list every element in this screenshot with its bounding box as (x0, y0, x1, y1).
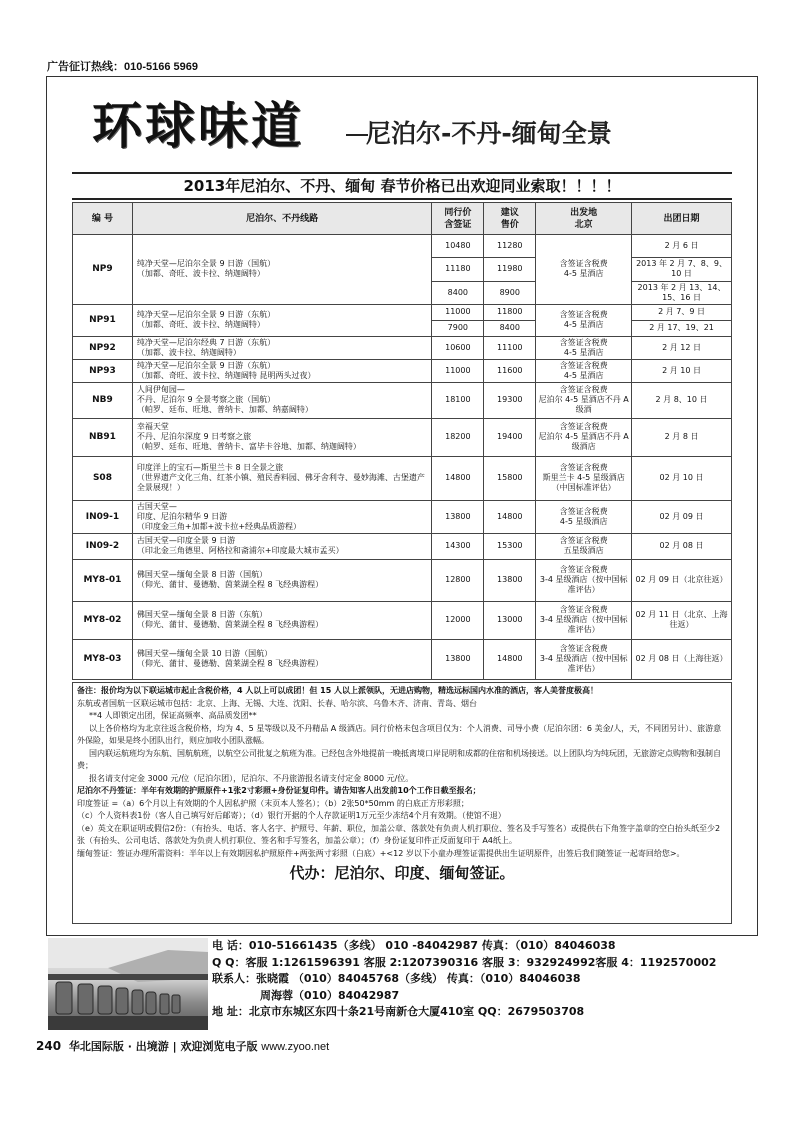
peer-price: 8400 (432, 281, 484, 304)
tour-route: 印度洋上的宝石—斯里兰卡 8 日全景之旅 （世界遗产文化三角、红茶小镇、殖民香料园、佛牙舍利寺、曼妙海滩、古堡遗产全景展现！） (132, 456, 431, 500)
tour-date: 02 月 08 日 (632, 533, 732, 559)
note-flights: 国内联运航班均为东航、国航航班，以航空公司批复之航班为准。已经包含外地提前一晚抵离境口岸昆明和成都的住宿和机场接送。以上团队均为纯玩团，无旅游定点购物和强制自费； (77, 748, 721, 770)
peer-price: 12000 (432, 601, 484, 639)
peer-price: 13800 (432, 639, 484, 679)
tour-date: 2 月 10 日 (632, 359, 732, 382)
note-myanmar-visa: 缅甸签证：签证办理所需资料：半年以上有效期因私护照原件+两张两寸彩照（白底）+<12 岁以下小童办理签证需提供出生证明原件，出签后我们随签证一起寄回给您>。 (77, 848, 685, 858)
tour-code: NB9 (73, 382, 133, 418)
ad-hotline: 广告征订热线：010-5166 5969 (47, 61, 199, 73)
tour-date: 2 月 17、19、21 (632, 320, 732, 336)
header-departure: 出发地 北京 (536, 203, 632, 235)
note-india-visa-a: 印度签证 =（a）6个月以上有效期的个人因私护照（末页本人签名）；（b）2张50*50mm 的白底正方形彩照； (77, 798, 469, 808)
retail-price: 8900 (484, 281, 536, 304)
peer-price: 14800 (432, 456, 484, 500)
peer-price: 10600 (432, 336, 484, 359)
table-row (73, 500, 732, 533)
departure-info: 含签证含税费 4-5 星酒店 (536, 304, 632, 336)
tour-code: NP92 (73, 336, 133, 359)
brand-divider (346, 134, 368, 136)
tour-route: 人间伊甸园— 不丹、尼泊尔 9 全景考察之旅（国航） （帕罗、廷布、旺地、普纳卡、加都、纳嘉阔特） (132, 382, 431, 418)
prayer-wheel-photo (48, 938, 208, 1030)
tour-route: 纯净天堂—尼泊尔经典 7 日游（东航） （加都、波卡拉、纳迦阔特） (132, 336, 431, 359)
peer-price: 11000 (432, 304, 484, 320)
tour-date: 2 月 7、9 日 (632, 304, 732, 320)
contact-qq: Q Q：客服 1:1261596391 客服 2:1207390316 客服 3：932924992客服 4：1192570002 (212, 955, 717, 969)
header-route: 尼泊尔、不丹线路 (132, 203, 431, 235)
peer-price: 12800 (432, 559, 484, 601)
retail-price: 14800 (484, 500, 536, 533)
tour-date: 2013 年 2 月 13、14、15、16 日 (632, 281, 732, 304)
retail-price: 15800 (484, 456, 536, 500)
peer-price: 11000 (432, 359, 484, 382)
tour-code: S08 (73, 456, 133, 500)
table-row (73, 533, 732, 559)
tour-code: MY8-02 (73, 601, 133, 639)
note-india-visa-c: （c）个人资料表1份（客人自己填写好后邮寄）；（d）银行开据的个人存款证明1万元至少冻结4个月有效期。（使馆不退） (77, 811, 506, 820)
tour-code: MY8-01 (73, 559, 133, 601)
tour-route: 纯净天堂—尼泊尔全景 9 日游（东航） （加都、奇旺、波卡拉、纳迦阔特） (132, 304, 431, 336)
note-remark: 备注：报价均为以下联运城市起止含税价格，4 人以上可以成团！但 15 人以上派领队，无进店购物，精选远标国内水准的酒店，客人美誉度极高！ (77, 686, 599, 695)
tour-route: 幸福天堂 不丹、尼泊尔深度 9 日考察之旅 （帕罗、廷布、旺地、普纳卡、富毕卡谷地、加都、纳迦阔特） (132, 418, 431, 456)
peer-price: 14300 (432, 533, 484, 559)
retail-price: 11980 (484, 258, 536, 281)
table-body (73, 235, 732, 680)
departure-info: 含签证含税费 五星级酒店 (536, 533, 632, 559)
contact-block (212, 938, 716, 1021)
promo-banner: 2013年尼泊尔、不丹、缅甸 春节价格已出欢迎同业索取！！！！ (72, 172, 732, 200)
tour-code: IN09-1 (73, 500, 133, 533)
tour-route: 佛国天堂—缅甸全景 8 日游（东航） （仰光、蒲甘、曼德勒、茵莱湖全程 8 飞经典游程） (132, 601, 431, 639)
tour-date: 02 月 10 日 (632, 456, 732, 500)
retail-price: 11280 (484, 235, 536, 258)
page-number: 240 (36, 1039, 62, 1053)
tour-date: 02 月 08 日（上海往返） (632, 639, 732, 679)
peer-price: 18200 (432, 418, 484, 456)
tour-route: 古国天堂—印度全景 9 日游 （印北金三角德里、阿格拉和斋浦尔+印度最大城市孟买） (132, 533, 431, 559)
departure-info: 含签证含税费 尼泊尔 4-5 星酒店不丹 A 级酒店 (536, 418, 632, 456)
tour-code: MY8-03 (73, 639, 133, 679)
photo-graphic (48, 938, 208, 1030)
departure-info: 含签证含税费 4-5 星酒店 (536, 235, 632, 305)
peer-price: 18100 (432, 382, 484, 418)
tour-route: 纯净天堂—尼泊尔全景 9 日游（国航） （加都、奇旺、波卡拉、纳迦阔特） (132, 235, 431, 305)
tour-date: 2 月 8、10 日 (632, 382, 732, 418)
departure-info: 含签证含税费 斯里兰卡 4-5 星级酒店（中国标准评估） (536, 456, 632, 500)
peer-price: 11180 (432, 258, 484, 281)
header-date: 出团日期 (632, 203, 732, 235)
table-header-row (73, 203, 732, 235)
tour-route: 佛国天堂—缅甸全景 8 日游（国航） （仰光、蒲甘、曼德勒、茵莱湖全程 8 飞经典游程） (132, 559, 431, 601)
table-row (73, 639, 732, 679)
tour-date: 02 月 11 日（北京、上海往返） (632, 601, 732, 639)
header-code: 编 号 (73, 203, 133, 235)
note-guarantee: **4 人即锁定出团，保证高频率、高品质发团** (89, 711, 257, 720)
footer-tagline: 欢迎浏览电子版 (180, 1040, 258, 1053)
retail-price: 14800 (484, 639, 536, 679)
retail-price: 11600 (484, 359, 536, 382)
departure-info: 含签证含税费 3-4 星级酒店（按中国标准评估） (536, 601, 632, 639)
departure-info: 含签证含税费 4-5 星酒店 (536, 359, 632, 382)
tour-date: 2 月 8 日 (632, 418, 732, 456)
departure-info: 含签证含税费 3-4 星级酒店（按中国标准评估） (536, 559, 632, 601)
table-row (73, 304, 732, 320)
note-india-visa-e: （e）英文在职证明或假信2份：（有抬头、电话、客人名字、护照号、年薪、职位，加盖公章、落款处有负责人机打职位、签名及手写签名）或提供右下角签字盖章的空白抬头纸至少2张（有抬头、公司电话、落款处为负责人机打职位、签名和手写签名，加盖公章）；（f）身份证复印件正反面复印于 A4纸上。 (77, 823, 721, 845)
header-peer-price: 同行价 含签证 (432, 203, 484, 235)
note-nepal-visa: 尼泊尔不丹签证：半年有效期的护照原件+1张2寸彩照+身份证复印件。请告知客人出发前10个工作日截至报名； (77, 786, 481, 795)
tour-code: NP9 (73, 235, 133, 305)
page-footer (36, 1038, 329, 1054)
table-row (73, 336, 732, 359)
contact-person-1: 联系人：张晓霞 （010）84045768（多线） 传真：（010）84046038 (212, 972, 581, 985)
tour-code: NP93 (73, 359, 133, 382)
table-row (73, 382, 732, 418)
departure-info: 含签证含税费 4-5 星级酒店 (536, 500, 632, 533)
peer-price: 13800 (432, 500, 484, 533)
retail-price: 11800 (484, 304, 536, 320)
tour-date: 02 月 09 日（北京往返） (632, 559, 732, 601)
tour-code: NP91 (73, 304, 133, 336)
retail-price: 11100 (484, 336, 536, 359)
departure-info: 含签证含税费 尼泊尔 4-5 星酒店不丹 A 级酒 (536, 382, 632, 418)
retail-price: 19300 (484, 382, 536, 418)
retail-price: 8400 (484, 320, 536, 336)
retail-price: 13000 (484, 601, 536, 639)
tour-date: 02 月 09 日 (632, 500, 732, 533)
tour-route: 纯净天堂—尼泊尔全景 9 日游（东航） （加都、奇旺、波卡拉、纳迦阔特 昆明两头过夜） (132, 359, 431, 382)
tour-code: IN09-2 (73, 533, 133, 559)
brand-title: 环球味道 (92, 96, 304, 155)
tour-date: 2 月 6 日 (632, 235, 732, 258)
departure-info: 含签证含税费 3-4 星级酒店（按中国标准评估） (536, 639, 632, 679)
tour-date: 2 月 12 日 (632, 336, 732, 359)
header-retail-price: 建议 售价 (484, 203, 536, 235)
footer-url[interactable]: www.zyoo.net (261, 1041, 330, 1053)
retail-price: 13800 (484, 559, 536, 601)
table-row (73, 601, 732, 639)
tour-date: 2013 年 2 月 7、8、9、10 日 (632, 258, 732, 281)
note-price-info: 以上各价格均为北京往返含税价格，均为 4、5 星等级以及不丹精品 A 级酒店。同行价格未包含项目仅为：个人消费、司导小费（尼泊尔团：6 美金/人，天，不同团另计）、旅游意外保险，如果是终小团队出行，则应加收小团队涨幅。 (77, 723, 722, 745)
contact-address: 地 址：北京市东城区东四十条21号南新仓大厦410室 QQ：2679503708 (212, 1005, 585, 1018)
brand-subtitle: 尼泊尔-不丹-缅甸全景 (366, 119, 612, 148)
retail-price: 15300 (484, 533, 536, 559)
visa-agent: 代办：尼泊尔、印度、缅甸签证。 (289, 864, 515, 882)
table-row (73, 359, 732, 382)
note-deposit: 报名请支付定金 3000 元/位（尼泊尔团），尼泊尔、不丹旅游报名请支付定金 8000 元/位。 (89, 773, 414, 783)
tour-route: 佛国天堂—缅甸全景 10 日游（国航） （仰光、蒲甘、曼德勒、茵莱湖全程 8 飞经典游程） (132, 639, 431, 679)
price-table (72, 202, 732, 680)
notes-box (72, 682, 732, 924)
note-joint-cities: 东航或者国航一区联运城市包括：北京、上海、无锡、大连、沈阳、长春、哈尔滨、乌鲁木齐、济南、青岛、烟台 (77, 698, 477, 708)
contact-person-2: 周海蓉（010）84042987 (260, 988, 400, 1002)
magazine-name: 华北国际版 · 出境游 (68, 1040, 169, 1053)
contact-phone: 电 话：010-51661435（多线） 010 -84042987 传真：（010）84046038 (212, 939, 616, 952)
tour-code: NB91 (73, 418, 133, 456)
peer-price: 7900 (432, 320, 484, 336)
retail-price: 19400 (484, 418, 536, 456)
table-row (73, 235, 732, 258)
peer-price: 10480 (432, 235, 484, 258)
table-row (73, 559, 732, 601)
departure-info: 含签证含税费 4-5 星酒店 (536, 336, 632, 359)
tour-route: 古国天堂— 印度、尼泊尔精华 9 日游 （印度金三角+加都+波卡拉+经典品质游程） (132, 500, 431, 533)
table-row (73, 418, 732, 456)
footer-separator: | (172, 1040, 181, 1053)
table-row (73, 456, 732, 500)
